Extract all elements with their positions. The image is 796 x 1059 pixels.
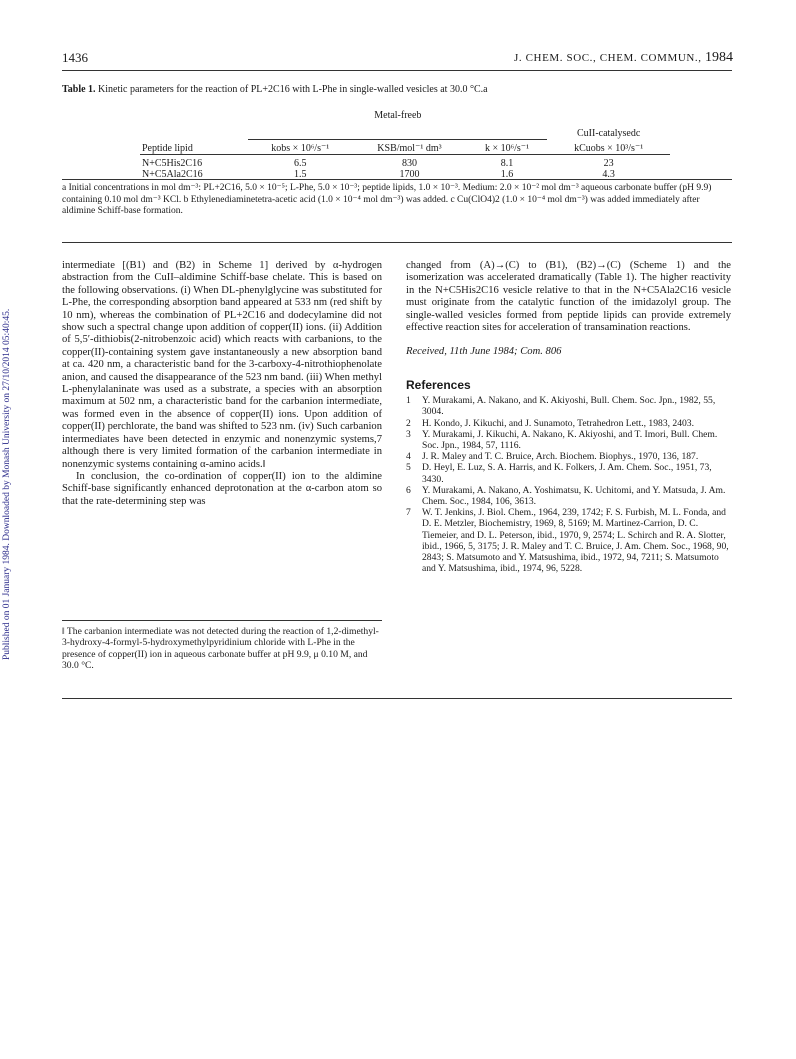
lipid-cell: N+C5His2C16 <box>142 158 203 169</box>
body-paragraph: intermediate [(B1) and (B2) in Scheme 1] derived by α-hydrogen abstraction from the CuII–aldimine Schiff-base chelate. This is based on the following observations. (i) When DL-phenylglycine was substituted for L-Phe, the corresponding absorption band appeared at 533 nm (red shift by 10 nm), whereas the combination of PL+2C16 and dodecylamine did not show such a spectral change upon addition of copper(II) ions. (ii) Addition of 5,5′-dithiobis(2-nitrobenzoic acid) which reacts with carbanions, to the copper(II)-containing system gave instantaneously a new absorption band at ca. 420 nm, a characteristic band for the 3-carboxy-4-nitrothiophenolate anion, and caused the disappearance of the 523 nm band. (iii) When methyl L-phenylalaninate was used as a substrate, a species with an absorption maximum at 502 nm, a characteristic band for the carbanion intermediate, was formed even in the absence of copper(II) ions. Upon addition of copper(II) perchlorate, the band was shifted to 523 nm. (iv) Such carbanion intermediates have been detected in enzymic and nonenzymic systems,7 although there is very limited formation of the carbanion intermediate in nonenzymic systems containing α-amino acids.‖ <box>62 260 382 470</box>
k-cell: 1.6 <box>500 169 514 180</box>
table-bottom-rule <box>62 179 732 180</box>
reference-number: 2 <box>406 417 411 429</box>
reference-text: H. Kondo, J. Kikuchi, and J. Sunamoto, Tetrahedron Lett., 1983, 2403. <box>422 417 695 429</box>
reference-item <box>406 451 731 462</box>
right-column <box>406 260 731 575</box>
header-rule <box>62 70 732 71</box>
reference-item <box>406 485 731 507</box>
col-peptide-lipid: Peptide lipid <box>140 139 248 155</box>
table-caption <box>62 84 732 95</box>
footnote-rule <box>62 620 382 621</box>
journal-name: J. CHEM. SOC., CHEM. COMMUN., <box>514 52 702 64</box>
col-ksb: KSB/mol⁻¹ dm³ <box>352 139 467 155</box>
reference-text: Y. Murakami, A. Nakano, and K. Akiyoshi, Bull. Chem. Soc. Jpn., 1982, 55, 3004. <box>422 395 716 418</box>
reference-text: J. R. Maley and T. C. Bruice, Arch. Biochem. Biophys., 1970, 136, 187. <box>422 451 699 463</box>
journal-header <box>514 50 733 66</box>
reference-number: 6 <box>406 484 411 496</box>
references-heading: References <box>406 377 471 392</box>
reference-text: Y. Murakami, A. Nakano, A. Yoshimatsu, K. Uchitomi, and Y. Matsuda, J. Am. Chem. Soc., 1984, 106, 3613. <box>422 484 726 508</box>
table-caption-text: Kinetic parameters for the reaction of PL+2C16 with L-Phe in single-walled vesicles at 30.0 °C.a <box>98 84 488 95</box>
page-number: 1436 <box>62 50 88 65</box>
cu-catalysed-header: CuII-catalysedc <box>577 128 641 139</box>
reference-number: 5 <box>406 462 411 474</box>
reference-number: 1 <box>406 395 411 407</box>
section-rule <box>62 242 732 243</box>
kinetic-table <box>140 110 670 180</box>
reference-list <box>406 395 731 574</box>
left-column <box>62 260 382 508</box>
reference-item <box>406 418 731 429</box>
reference-item <box>406 395 731 417</box>
k-cell: 8.1 <box>500 158 514 169</box>
ksb-cell: 830 <box>401 158 417 169</box>
reference-text: D. Heyl, E. Luz, S. A. Harris, and K. Folkers, J. Am. Chem. Soc., 1951, 73, 3430. <box>422 462 712 485</box>
conclusion-paragraph: In conclusion, the co-ordination of copper(II) ion to the aldimine Schiff-base significantly enhanced deprotonation at the α-carbon atom so that the rate-determining step was <box>62 470 382 507</box>
table-row <box>140 155 670 170</box>
kcu-cell: 4.3 <box>602 169 615 180</box>
table-footnotes: a Initial concentrations in mol dm⁻³: PL+2C16, 5.0 × 10⁻⁵; L-Phe, 5.0 × 10⁻³; peptide lipids, 1.0 × 10⁻³. Medium: 2.0 × 10⁻² mol dm⁻³ aqueous carbonate buffer (pH 9.9) containing 0.10 mol dm⁻³ KCl. b Ethylenediaminetetra-acetic acid (1.0 × 10⁻⁴ mol dm⁻³) was added. c Cu(ClO4)2 (1.0 × 10⁻⁴ mol dm⁻³) was added immediately after aldimine Schiff-base formation. <box>62 183 712 216</box>
reference-text: W. T. Jenkins, J. Biol. Chem., 1964, 239, 1742; F. S. Furbish, M. L. Fonda, and D. E. Metzler, Biochemistry, 1969, 8, 5169; M. Martinez-Carrion, D. C. Tiemeier, and D. L. Peterson, ibid., 1970, 9, 2574; L. Schirch and R. A. Slotter, ibid., 1966, 5, 3175; J. R. Maley and T. C. Bruice, J. Am. Chem. Soc., 1968, 90, 2843; S. Matsumoto and Y. Matsushima, ibid., 1972, 94, 7211; S. Matsumoto and Y. Matsushima, ibid., 1974, 96, 5228. <box>422 507 729 575</box>
received-date: Received, 11th June 1984; Com. 806 <box>406 346 562 358</box>
lipid-cell: N+C5Ala2C16 <box>142 169 203 180</box>
carbanion-footnote: ‖ The carbanion intermediate was not detected during the reaction of 1,2-dimethyl-3-hydroxy-4-formyl-5-hydroxymethylpyridinium chloride with L-Phe in the presence of copper(II) ion in aqueous carbonate buffer at pH 9.9, μ 0.10 M, and 30.0 °C. <box>62 626 379 672</box>
reference-item <box>406 429 731 451</box>
metal-free-header: Metal-freeb <box>374 110 422 121</box>
group-rule <box>248 124 547 139</box>
reference-number: 7 <box>406 507 411 519</box>
table-caption-label: Table 1. <box>62 84 96 95</box>
download-notice: Published on 01 January 1984. Downloaded by Monash University on 27/10/2014 05:40:45. <box>2 308 12 660</box>
reference-item <box>406 462 731 484</box>
body-paragraph: changed from (A)→(C) to (B1), (B2)→(C) (Scheme 1) and the isomerization was accelerated dramatically (Table 1). The higher reactivity in the N+C5His2C16 vesicle relative to that in the N+C5Ala2C16 vesicle must originate from the catalytic function of the imidazolyl group. The single-walled vesicles formed from peptide lipids can provide extremely effective reaction sites for acceleration of transamination reactions. <box>406 260 731 334</box>
kcu-cell: 23 <box>603 158 614 169</box>
col-k: k × 10⁶/s⁻¹ <box>467 139 548 155</box>
reference-number: 3 <box>406 428 411 440</box>
reference-text: Y. Murakami, J. Kikuchi, A. Nakano, K. Akiyoshi, and T. Imori, Bull. Chem. Soc. Jpn., 1984, 57, 1116. <box>422 428 718 452</box>
col-kobs: kobs × 10⁶/s⁻¹ <box>248 139 352 155</box>
journal-year: 1984 <box>705 50 733 65</box>
kobs-cell: 1.5 <box>294 169 307 180</box>
reference-item <box>406 507 731 574</box>
footer-rule <box>62 698 732 699</box>
kobs-cell: 6.5 <box>294 158 307 169</box>
reference-number: 4 <box>406 451 411 463</box>
ksb-cell: 1700 <box>399 169 420 180</box>
col-kcu: kCuobs × 10³/s⁻¹ <box>547 139 670 155</box>
